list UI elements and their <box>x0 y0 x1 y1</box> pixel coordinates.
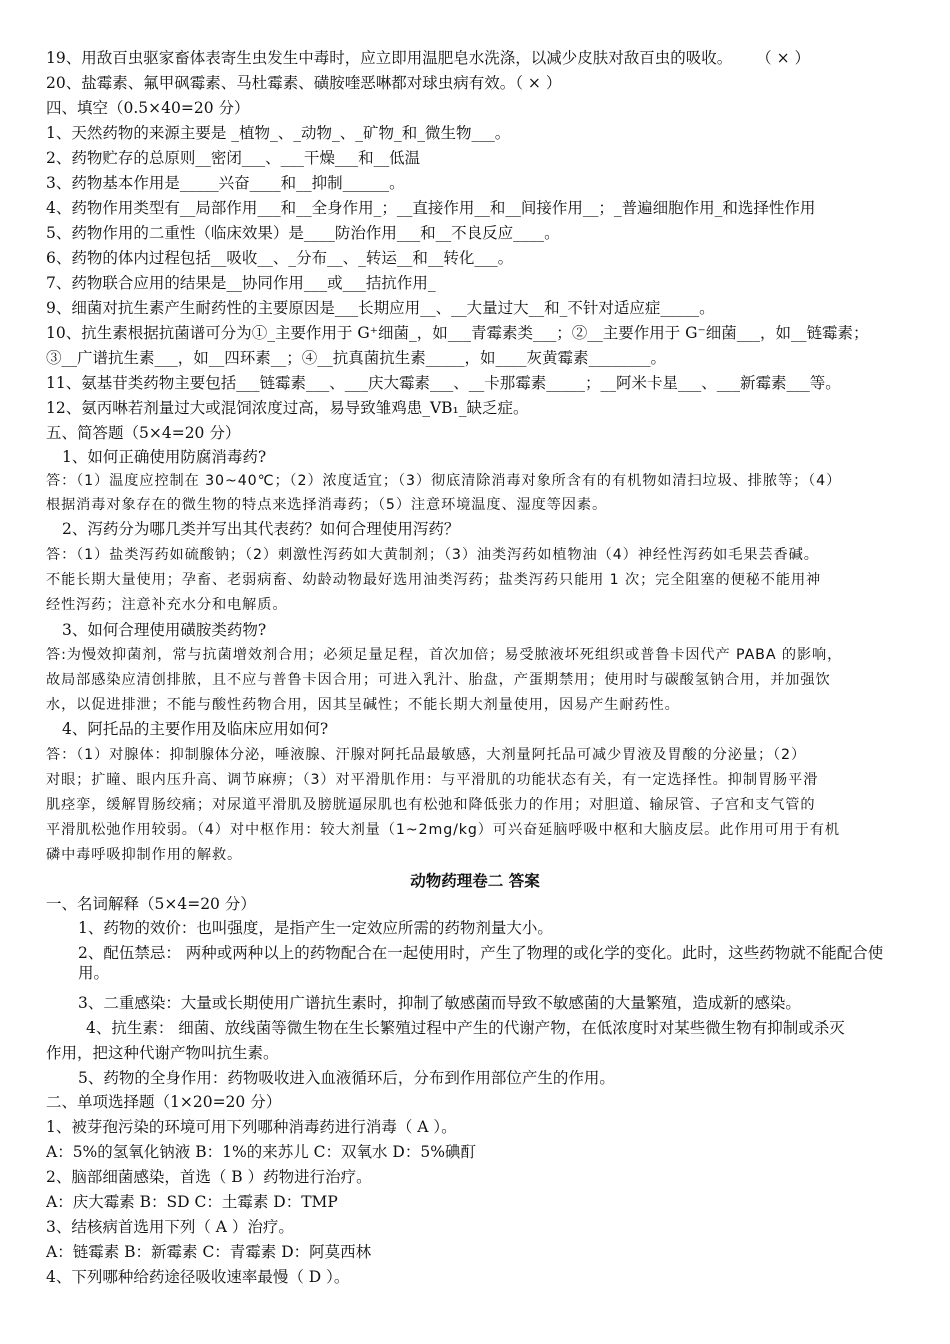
section-heading-fill: 四、填空（0.5×40=20 分） <box>46 99 250 117</box>
line-fill-3: 3、药物基本作用是_____兴奋____和__抑制______。 <box>46 174 405 192</box>
line-fill-1: 1、天然药物的来源主要是 _植物_、_动物_、_矿物_和_微生物___。 <box>46 124 511 142</box>
line-tf-20: 20、盐霉素、氟甲砜霉素、马杜霉素、磺胺喹恶啉都对球虫病有效。（ × ） <box>46 74 562 92</box>
choice-q1: 1、被芽孢污染的环境可用下列哪种消毒药进行消毒（ A ）。 <box>46 1118 457 1136</box>
term-3: 3、二重感染：大量或长期使用广谱抗生素时，抑制了敏感菌而导致不敏感菌的大量繁殖，造成新的感染。 <box>78 994 801 1012</box>
choice-q2-options: A：庆大霉素 B：SD C：土霉素 D：TMP <box>46 1193 338 1211</box>
line-fill-5: 5、药物作用的二重性（临床效果）是____防治作用___和__不良反应____。 <box>46 224 560 242</box>
question-1: 1、如何正确使用防腐消毒药? <box>62 448 267 466</box>
answer-2-l3: 经性泻药；注意补充水分和电解质。 <box>46 597 288 613</box>
answer-4-l4: 平滑肌松弛作用较弱。（4）对中枢作用：较大剂量（1~2mg/kg）可兴奋延脑呼吸中枢和大脑皮层。此作用可用于有机 <box>46 822 840 838</box>
answer-4-l5: 磷中毒呼吸抑制作用的解救。 <box>46 847 243 863</box>
choice-q3-options: A：链霉素 B：新霉素 C：青霉素 D：阿莫西林 <box>46 1243 372 1261</box>
choice-q4: 4、下列哪种给药途径吸收速率最慢（ D ）。 <box>46 1268 350 1286</box>
choice-q2: 2、脑部细菌感染，首选（ B ）药物进行治疗。 <box>46 1168 372 1186</box>
choice-q3: 3、结核病首选用下列（ A ）治疗。 <box>46 1218 294 1236</box>
answer-1-l1: 答：（1）温度应控制在 30~40℃；（2）浓度适宜；（3）彻底清除消毒对象所含有的有机物如清扫垃圾、排脓等；（4） <box>46 473 842 489</box>
line-fill-6: 6、药物的体内过程包括__吸收__、_分布__、_转运__和__转化___。 <box>46 249 514 267</box>
answer-mark: （ × ） <box>756 49 810 67</box>
line-fill-11: 11、氨基苷类药物主要包括___链霉素___、___庆大霉素___、__卡那霉素_____；__阿米卡星___、___新霉素___等。 <box>46 374 841 392</box>
term-4-l2: 作用，把这种代谢产物叫抗生素。 <box>46 1044 279 1062</box>
answer-4-l3: 肌痉挛，缓解胃肠绞痛；对尿道平滑肌及膀胱逼尿肌也有松弛和降低张力的作用；对胆道、输尿管、子宫和支气管的 <box>46 797 816 813</box>
answer-4-l2: 对眼；扩瞳、眼内压升高、调节麻痹；（3）对平滑肌作用：与平滑肌的功能状态有关，有一定选择性。抑制胃肠平滑 <box>46 772 819 788</box>
line-fill-2: 2、药物贮存的总原则__密闭___、___干燥___和__低温 <box>46 149 421 167</box>
answer-3-l2: 故局部感染应清创排脓，且不应与普鲁卡因合用；可进入乳汁、胎盘，产蛋期禁用；使用时与碳酸氢钠合用，并加强饮 <box>46 672 831 688</box>
answer-4-l1: 答：（1）对腺体：抑制腺体分泌，唾液腺、汗腺对阿托品最敏感，大剂量阿托品可减少胃液及胃酸的分泌量；（2） <box>46 747 807 763</box>
choice-q1-options: A：5%的氢氧化钠液 B：1%的来苏儿 C：双氧水 D：5%碘酊 <box>46 1143 476 1161</box>
line-fill-12: 12、氨丙啉若剂量过大或混饲浓度过高，易导致雏鸡患_VB₁_缺乏症。 <box>46 399 529 417</box>
answer-2-l2: 不能长期大量使用；孕畜、老弱病畜、幼龄动物最好选用油类泻药；盐类泻药只能用 1 次；完全阻塞的便秘不能用神 <box>46 572 822 588</box>
line-fill-7: 7、药物联合应用的结果是__协同作用___或___拮抗作用_ <box>46 274 436 292</box>
term-1: 1、药物的效价：也叫强度，是指产生一定效应所需的药物剂量大小。 <box>78 919 553 937</box>
line-fill-10-cont: ③__广谱抗生素___，如__四环素__；④__抗真菌抗生素_____，如____灰黄霉素________。 <box>46 349 667 367</box>
line-fill-10: 10、抗生素根据抗菌谱可分为①_主要作用于 G⁺细菌_，如___青霉素类___；②__主要作用于 G⁻细菌___，如__链霉素； <box>46 324 869 342</box>
question-4: 4、阿托品的主要作用及临床应用如何? <box>62 720 329 738</box>
section-heading-terms: 一、名词解释（5×4=20 分） <box>46 895 256 913</box>
term-4-l1: 4、抗生素： 细菌、放线菌等微生物在生长繁殖过程中产生的代谢产物，在低浓度时对某些微生物有抑制或杀灭 <box>86 1019 845 1037</box>
term-5: 5、药物的全身作用：药物吸收进入血液循环后，分布到作用部位产生的作用。 <box>78 1069 615 1087</box>
question-2: 2、泻药分为哪几类并写出其代表药？如何合理使用泻药？ <box>62 520 460 538</box>
line-fill-4: 4、药物作用类型有__局部作用___和__全身作用_；__直接作用__和__间接作用__；_普遍细胞作用_和选择性作用 <box>46 199 816 217</box>
section-heading-short: 五、简答题（5×4=20 分） <box>46 424 241 442</box>
section-heading-choice: 二、单项选择题（1×20=20 分） <box>46 1093 282 1111</box>
line-fill-9: 9、细菌对抗生素产生耐药性的主要原因是___长期应用__、__大量过大__和_不针对适应症_____。 <box>46 299 715 317</box>
answer-3-l1: 答:为慢效抑菌剂，常与抗菌增效剂合用；必须足量足程，首次加倍；易受脓液坏死组织或普鲁卡因代产 PABA 的影响， <box>46 647 843 663</box>
paper-title: 动物药理卷二 答案 <box>410 871 540 890</box>
question-3: 3、如何合理使用磺胺类药物? <box>62 621 267 639</box>
term-2: 2、配伍禁忌： 两种或两种以上的药物配合在一起使用时，产生了物理的或化学的变化。此时，这些药物就不能配合使用。 <box>78 944 884 982</box>
line-tf-19: 19、用敌百虫驱家畜体表寄生虫发生中毒时，应立即用温肥皂水洗涤，以减少皮肤对敌百虫的吸收。 （ × ） <box>46 49 810 67</box>
answer-3-l3: 水，以促进排泄；不能与酸性药物合用，因其呈碱性；不能长期大剂量使用，因易产生耐药性。 <box>46 697 680 713</box>
answer-1-l2: 根据消毒对象存在的微生物的特点来选择消毒药；（5）注意环境温度、湿度等因素。 <box>46 497 608 513</box>
answer-2-l1: 答：（1）盐类泻药如硫酸钠；（2）刺激性泻药如大黄制剂；（3）油类泻药如植物油（4）神经性泻药如毛果芸香碱。 <box>46 547 819 563</box>
